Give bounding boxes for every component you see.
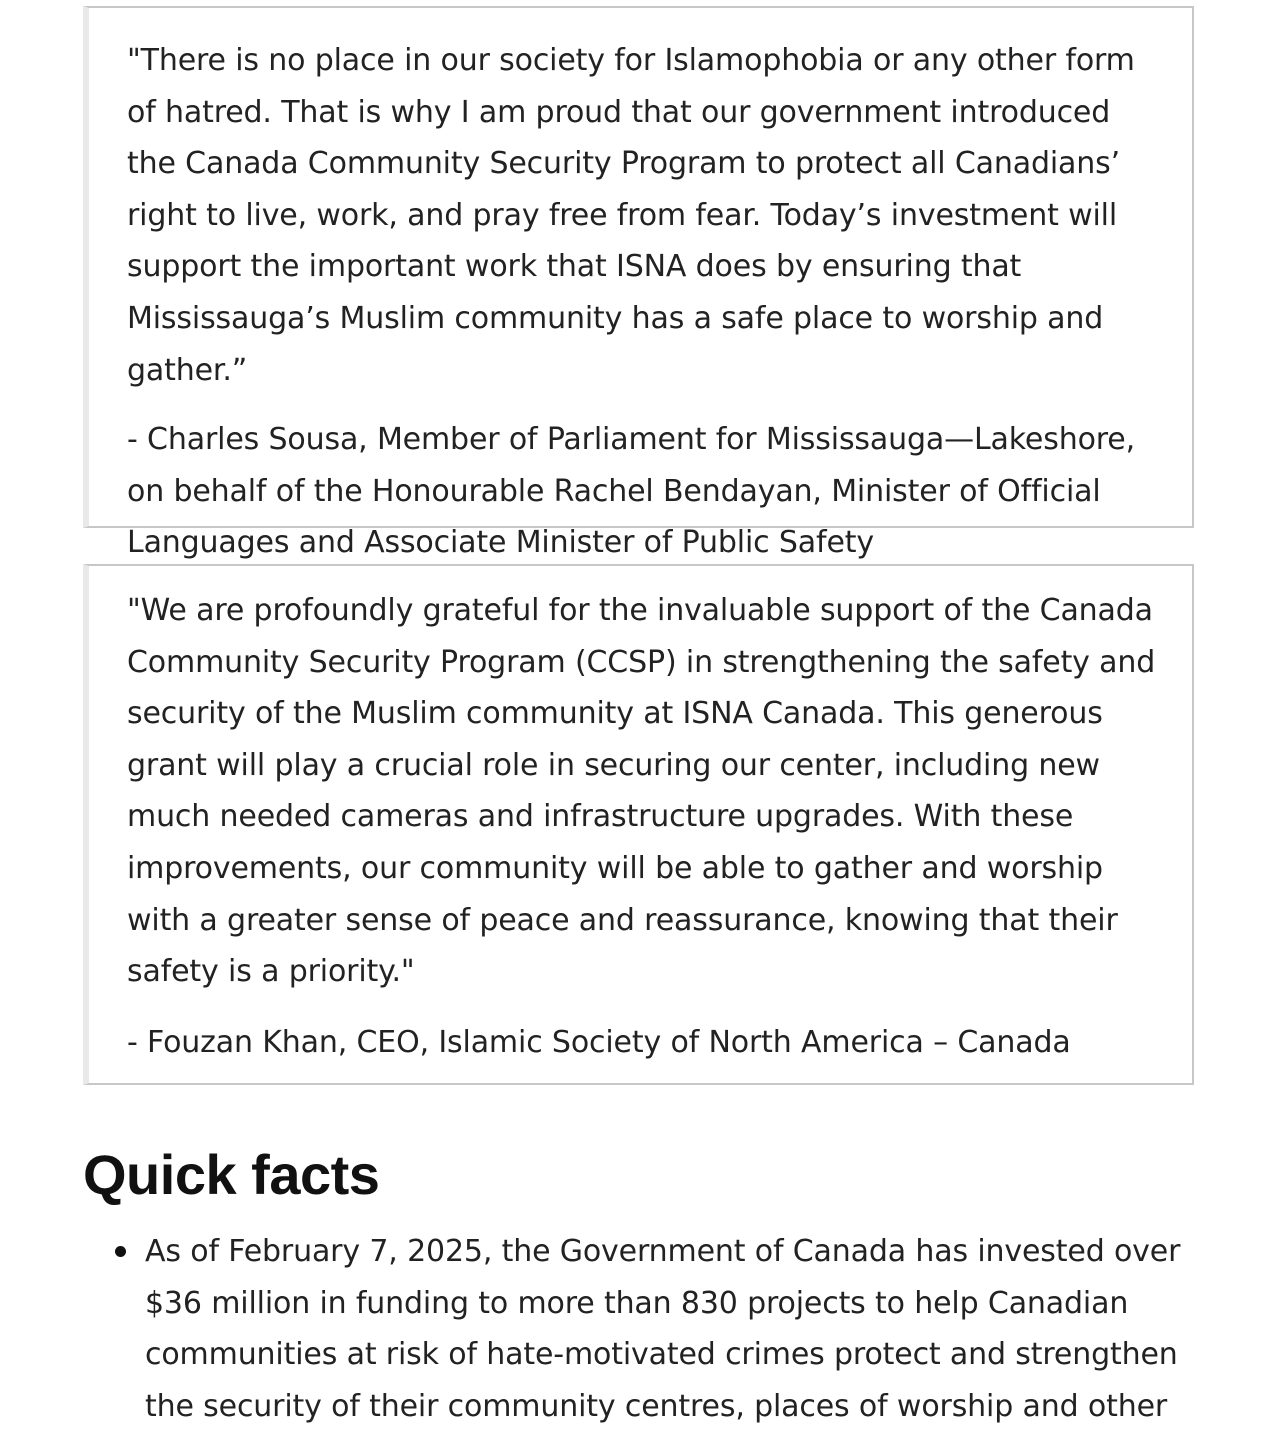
fact-text: As of February 7, 2025, the Government of Canada has invested over $36 million in funding to more than 830 projects to help Canadian communities at risk of hate-motivated crimes protect and strengthen the security of their community centres, places of worship and other bbox=[145, 1234, 1181, 1424]
quick-facts-list bbox=[145, 1226, 1205, 1432]
quote-attribution: - Fouzan Khan, CEO, Islamic Society of North America – Canada bbox=[127, 1024, 1071, 1060]
quote-attribution: - Charles Sousa, Member of Parliament for Mississauga—Lakeshore, on behalf of the Honourable Rachel Bendayan, Minister of Official Languages and Associate Minister of Public Safety bbox=[127, 422, 1135, 561]
quick-facts-heading: Quick facts bbox=[83, 1143, 380, 1206]
list-item bbox=[145, 1226, 1205, 1432]
quote-box-khan bbox=[83, 564, 1194, 1085]
quote-box-sousa bbox=[83, 6, 1194, 561]
quote-text: "We are profoundly grateful for the invaluable support of the Canada Community Security Program (CCSP) in strengthening the safety and security of the Muslim community at ISNA Canada. This generous grant will play a crucial role in securing our center, including new much needed cameras and infrastructure upgrades. With these improvements, our community will be able to gather and worship with a greater sense of peace and reassurance, knowing that their safety is a priority." bbox=[127, 593, 1156, 990]
quote-text: "There is no place in our society for Islamophobia or any other form of hatred. That is why I am proud that our government introduced the Canada Community Security Program to protect all Canadians’ right to live, work, and pray free from fear. Today’s investment will support the important work that ISNA does by ensuring that Mississauga’s Muslim community has a safe place to worship and gather.” bbox=[127, 43, 1135, 388]
bullet-icon bbox=[115, 1246, 126, 1257]
